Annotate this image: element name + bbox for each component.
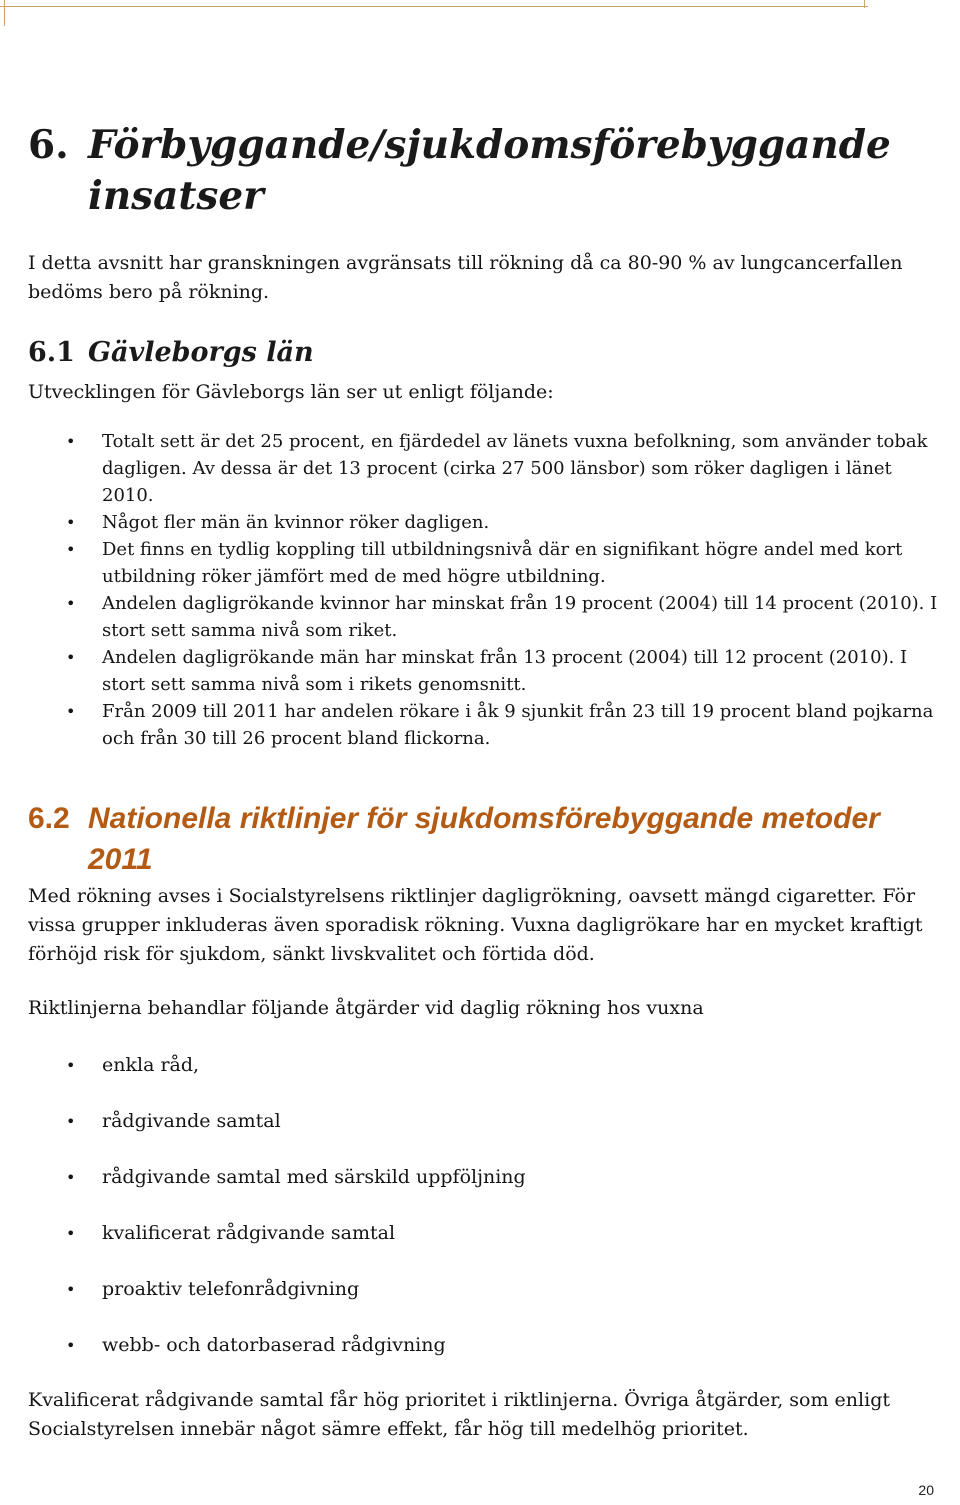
section-6-2-heading bbox=[28, 798, 938, 880]
section-6-1-number: 6.1 bbox=[28, 337, 75, 368]
list-item: • Från 2009 till 2011 har andelen rökare i åk 9 sjunkit från 23 till 19 procent bland pojkarna och från 30 till 26 procent bland flickorna. bbox=[0, 698, 940, 752]
bullet-icon: • bbox=[66, 540, 76, 559]
chapter-number: 6. bbox=[28, 122, 69, 168]
list-item: • Andelen dagligrökande kvinnor har minskat från 19 procent (2004) till 14 procent (2010). I stort sett samma nivå som riket. bbox=[0, 590, 940, 644]
bullet-icon: • bbox=[66, 1280, 76, 1299]
bullet-icon: • bbox=[66, 648, 76, 667]
bullet-icon: • bbox=[66, 513, 76, 532]
bullet-icon: • bbox=[66, 1224, 76, 1243]
list-item: • rådgivande samtal bbox=[0, 1107, 940, 1163]
list-item: • Andelen dagligrökande män har minskat från 13 procent (2004) till 12 procent (2010). I stort sett samma nivå som i rikets genomsnitt. bbox=[0, 644, 940, 698]
page-number: 20 bbox=[918, 1482, 934, 1498]
section-6-1-heading bbox=[28, 333, 928, 373]
chapter-heading bbox=[28, 120, 928, 222]
bullet-icon: • bbox=[66, 594, 76, 613]
header-rule-right bbox=[864, 0, 865, 8]
section-6-2-number: 6.2 bbox=[28, 802, 70, 835]
list-item: • Det finns en tydlig koppling till utbildningsnivå där en signifikant högre andel med kort utbildning röker jämfört med de med högre utbildning. bbox=[0, 536, 940, 590]
bullet-icon: • bbox=[66, 1056, 76, 1075]
bullet-icon: • bbox=[66, 432, 76, 451]
bullet-icon: • bbox=[66, 1112, 76, 1131]
chapter-title-line2: insatser bbox=[88, 173, 264, 219]
section-6-1-title: Gävleborgs län bbox=[88, 337, 314, 368]
section-6-2-title-line2: 2011 bbox=[88, 843, 153, 876]
gavleborg-bullet-list bbox=[0, 428, 940, 752]
bullet-icon: • bbox=[66, 1336, 76, 1355]
intro-paragraph: I detta avsnitt har granskningen avgränsats till rökning då ca 80-90 % av lungcancerfallen bedöms bero på rökning. bbox=[28, 252, 903, 303]
header-rule-left bbox=[4, 0, 5, 26]
list-item: • Något fler män än kvinnor röker dagligen. bbox=[0, 509, 940, 536]
list-item: • webb- och datorbaserad rådgivning bbox=[0, 1331, 940, 1387]
bullet-icon: • bbox=[66, 1168, 76, 1187]
list-item: • kvalificerat rådgivande samtal bbox=[0, 1219, 940, 1275]
chapter-title-line1: Förbyggande/sjukdomsförebyggande bbox=[88, 122, 891, 168]
closing-paragraph: Kvalificerat rådgivande samtal får hög prioritet i riktlinjerna. Övriga åtgärder, som enligt Socialstyrelsen innebär något sämre effekt, får hög till medelhög prioritet. bbox=[28, 1389, 890, 1440]
measures-list bbox=[0, 1051, 940, 1387]
list-item: • rådgivande samtal med särskild uppföljning bbox=[0, 1163, 940, 1219]
list-item: • Totalt sett är det 25 procent, en fjärdedel av länets vuxna befolkning, som använder tobak dagligen. Av dessa är det 13 procent (cirka 27 500 länsbor) som röker dagligen i länet 2010. bbox=[0, 428, 940, 509]
measures-intro: Riktlinjerna behandlar följande åtgärder vid daglig rökning hos vuxna bbox=[28, 997, 704, 1019]
list-item: • proaktiv telefonrådgivning bbox=[0, 1275, 940, 1331]
section-6-1-intro: Utvecklingen för Gävleborgs län ser ut enligt följande: bbox=[28, 381, 554, 403]
bullet-icon: • bbox=[66, 702, 76, 721]
list-item: • enkla råd, bbox=[0, 1051, 940, 1107]
section-6-2-title-line1: Nationella riktlinjer för sjukdomsförebyggande metoder bbox=[88, 802, 880, 835]
section-6-2-paragraph: Med rökning avses i Socialstyrelsens riktlinjer dagligrökning, oavsett mängd cigaretter. För vissa grupper inkluderas även sporadisk rökning. Vuxna dagligrökare har en mycket kraftigt förhöjd risk för sjukdom, sänkt livskvalitet och förtida död. bbox=[28, 885, 923, 965]
header-rule-horizontal bbox=[0, 6, 868, 7]
